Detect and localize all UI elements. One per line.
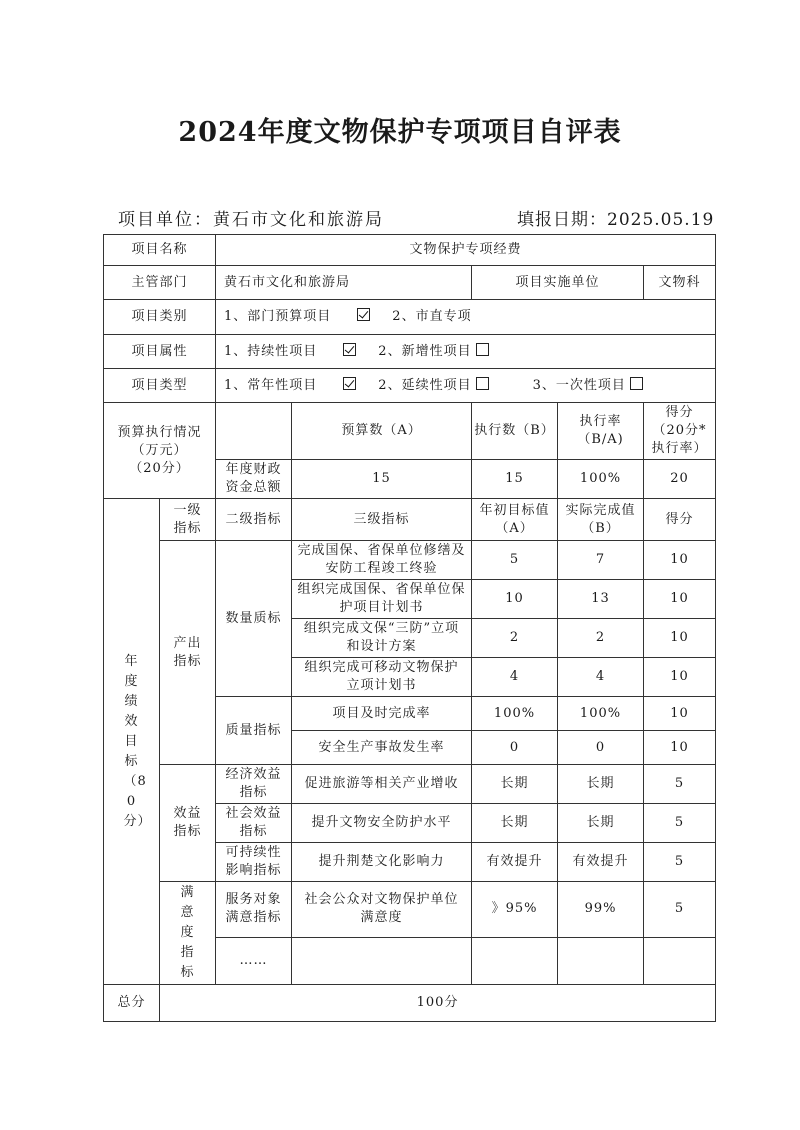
level2-cell — [216, 804, 292, 843]
actual-cell: 13 — [558, 580, 644, 619]
level2-line: 可持续性 — [225, 845, 282, 860]
dept-row — [104, 266, 716, 300]
perf-h-level3: 三级指标 — [292, 499, 472, 541]
impl-value: 文物科 — [644, 266, 716, 300]
indicator-cell: 提升文物安全防护水平 — [292, 804, 472, 843]
score-cell: 5 — [644, 765, 716, 804]
budget-label — [104, 403, 216, 499]
perf-h-level1-line: 一级 — [173, 502, 202, 518]
project-unit — [118, 205, 384, 230]
score-cell: 5 — [644, 804, 716, 843]
budget-score-value: 20 — [644, 460, 716, 499]
target-cell: 长期 — [472, 804, 558, 843]
score-cell: 10 — [644, 541, 716, 580]
fill-date — [517, 205, 714, 230]
indicator-line: 社会公众对文物保护单位 — [304, 892, 459, 908]
target-cell: 》95% — [472, 882, 558, 938]
attr-label: 项目属性 — [104, 335, 216, 369]
actual-cell: 100% — [558, 697, 644, 731]
budget-row-label — [216, 460, 292, 499]
level2-line: 指标 — [239, 785, 268, 800]
budget-col-score-line: 得分 — [665, 405, 694, 420]
type-opt2: 2、延续性项目 — [378, 377, 472, 393]
perf-h-actual-line: 实际完成值 — [565, 502, 636, 518]
indicator-cell — [292, 937, 472, 984]
perf-section-label — [104, 499, 160, 985]
budget-empty-cell — [216, 403, 292, 460]
indicator-cell: 提升荆楚文化影响力 — [292, 843, 472, 882]
attr-options — [216, 335, 716, 369]
table-row — [104, 882, 716, 938]
category-row — [104, 300, 716, 335]
total-row — [104, 985, 716, 1022]
perf-h-score: 得分 — [644, 499, 716, 541]
level2-line: 指标 — [239, 824, 268, 839]
indicator-line: 满意度 — [360, 910, 403, 926]
quantity-label: 数量质标 — [216, 541, 292, 697]
total-label: 总分 — [104, 985, 160, 1022]
table-row — [104, 765, 716, 804]
level2-line: 满意指标 — [225, 910, 282, 926]
actual-cell: 长期 — [558, 765, 644, 804]
score-cell — [644, 937, 716, 984]
indicator-cell — [292, 658, 472, 697]
quality-label: 质量指标 — [216, 697, 292, 765]
checkbox-checked[interactable] — [343, 377, 356, 390]
budget-label-line: 预算执行情况 — [117, 424, 202, 440]
indicator-line: 和设计方案 — [346, 639, 417, 654]
perf-h-level1 — [160, 499, 216, 541]
perf-h-level2: 二级指标 — [216, 499, 292, 541]
project-name-label: 项目名称 — [104, 235, 216, 266]
indicator-line: 立项计划书 — [346, 678, 417, 693]
date-value: 2025.05.19 — [607, 210, 715, 230]
category-opt1: 1、部门预算项目 — [224, 309, 332, 324]
score-cell: 5 — [644, 882, 716, 938]
perf-section-text: 年度绩效目标（80分） — [123, 653, 152, 829]
indicator-line: 护项目计划书 — [339, 600, 424, 615]
budget-col-b: 执行数（B） — [472, 403, 558, 460]
attr-opt2: 2、新增性项目 — [378, 343, 472, 359]
budget-label-line: （20分） — [129, 460, 190, 476]
attr-opt1: 1、持续性项目 — [224, 343, 318, 359]
target-cell: 4 — [472, 658, 558, 697]
perf-h-level1-line: 指标 — [173, 520, 202, 536]
perf-h-target-line: 年初目标值 — [479, 502, 550, 518]
indicator-cell — [292, 619, 472, 658]
checkbox-empty[interactable] — [476, 343, 489, 356]
total-value: 100分 — [160, 985, 716, 1022]
unit-value: 黄石市文化和旅游局 — [213, 210, 384, 230]
target-cell: 10 — [472, 580, 558, 619]
type-opt3: 3、一次性项目 — [532, 377, 626, 393]
benefit-label-line: 效益 — [173, 806, 202, 821]
perf-h-actual-line: （B） — [581, 520, 620, 536]
dept-value: 黄石市文化和旅游局 — [216, 266, 472, 300]
score-cell: 10 — [644, 731, 716, 765]
checkbox-checked[interactable] — [343, 343, 356, 356]
score-cell: 5 — [644, 843, 716, 882]
budget-a-value: 15 — [292, 460, 472, 499]
level2-cell — [216, 843, 292, 882]
type-row — [104, 369, 716, 403]
actual-cell: 99% — [558, 882, 644, 938]
actual-cell: 4 — [558, 658, 644, 697]
actual-cell: 2 — [558, 619, 644, 658]
target-cell: 0 — [472, 731, 558, 765]
actual-cell: 0 — [558, 731, 644, 765]
type-label: 项目类型 — [104, 369, 216, 403]
budget-col-a: 预算数（A） — [292, 403, 472, 460]
actual-cell: 有效提升 — [558, 843, 644, 882]
budget-b-value: 15 — [472, 460, 558, 499]
indicator-line: 完成国保、省保单位修缮及 — [297, 543, 466, 558]
unit-label: 项目单位： — [118, 210, 213, 230]
target-cell: 2 — [472, 619, 558, 658]
type-opt1: 1、常年性项目 — [224, 377, 318, 393]
output-label — [160, 541, 216, 765]
date-label: 填报日期： — [517, 210, 607, 230]
checkbox-empty[interactable] — [476, 377, 489, 390]
benefit-label — [160, 765, 216, 882]
page-title: 2024年度文物保护专项项目自评表 — [178, 117, 622, 148]
indicator-cell: 促进旅游等相关产业增收 — [292, 765, 472, 804]
level2-line: 社会效益 — [225, 806, 282, 821]
satisfaction-text: 满意度指标 — [180, 885, 195, 980]
perf-h-actual — [558, 499, 644, 541]
target-cell: 5 — [472, 541, 558, 580]
impl-label: 项目实施单位 — [472, 266, 644, 300]
checkbox-empty[interactable] — [630, 377, 643, 390]
benefit-label-line: 指标 — [173, 824, 202, 839]
attr-row — [104, 335, 716, 369]
target-cell: 100% — [472, 697, 558, 731]
checkbox-checked[interactable] — [357, 308, 370, 321]
level2-line: 影响指标 — [225, 863, 282, 878]
level2-line: 经济效益 — [225, 767, 282, 782]
actual-cell: 7 — [558, 541, 644, 580]
budget-row-label-line: 资金总额 — [225, 480, 282, 495]
score-cell: 10 — [644, 619, 716, 658]
level2-line: 服务对象 — [225, 892, 282, 908]
budget-label-line: （万元） — [131, 442, 188, 458]
perf-header-row — [104, 499, 716, 541]
target-cell: 有效提升 — [472, 843, 558, 882]
type-options — [216, 369, 716, 403]
indicator-cell — [292, 882, 472, 938]
indicator-cell — [292, 541, 472, 580]
budget-col-score-line: （20分*执行率） — [651, 423, 708, 456]
budget-rate-value: 100% — [558, 460, 644, 499]
actual-cell: 长期 — [558, 804, 644, 843]
indicator-line: 组织完成文保“三防”立项 — [303, 621, 460, 636]
budget-col-score — [644, 403, 716, 460]
indicator-line: 组织完成可移动文物保护 — [304, 660, 459, 675]
evaluation-table — [103, 234, 716, 1022]
level2-cell: …… — [216, 937, 292, 984]
budget-col-rate: 执行率（B/A) — [558, 403, 644, 460]
indicator-cell — [292, 580, 472, 619]
target-cell — [472, 937, 558, 984]
project-name-value: 文物保护专项经费 — [216, 235, 716, 266]
category-label: 项目类别 — [104, 300, 216, 335]
indicator-cell: 安全生产事故发生率 — [292, 731, 472, 765]
satisfaction-label — [160, 882, 216, 985]
table-row — [104, 541, 716, 580]
dept-label: 主管部门 — [104, 266, 216, 300]
perf-h-target — [472, 499, 558, 541]
score-cell: 10 — [644, 697, 716, 731]
level2-cell — [216, 882, 292, 938]
target-cell: 长期 — [472, 765, 558, 804]
budget-header-row — [104, 403, 716, 460]
budget-row-label-line: 年度财政 — [225, 462, 282, 477]
output-label-line: 产出 — [173, 635, 202, 651]
category-options — [216, 300, 716, 335]
actual-cell — [558, 937, 644, 984]
score-cell: 10 — [644, 580, 716, 619]
indicator-line: 组织完成国保、省保单位保 — [297, 582, 466, 597]
score-cell: 10 — [644, 658, 716, 697]
project-name-row — [104, 235, 716, 266]
level2-cell — [216, 765, 292, 804]
indicator-line: 安防工程竣工终验 — [325, 561, 438, 576]
output-label-line: 指标 — [173, 653, 202, 669]
category-opt2: 2、市直专项 — [392, 309, 472, 324]
perf-h-target-line: （A） — [495, 520, 534, 536]
indicator-cell: 项目及时完成率 — [292, 697, 472, 731]
